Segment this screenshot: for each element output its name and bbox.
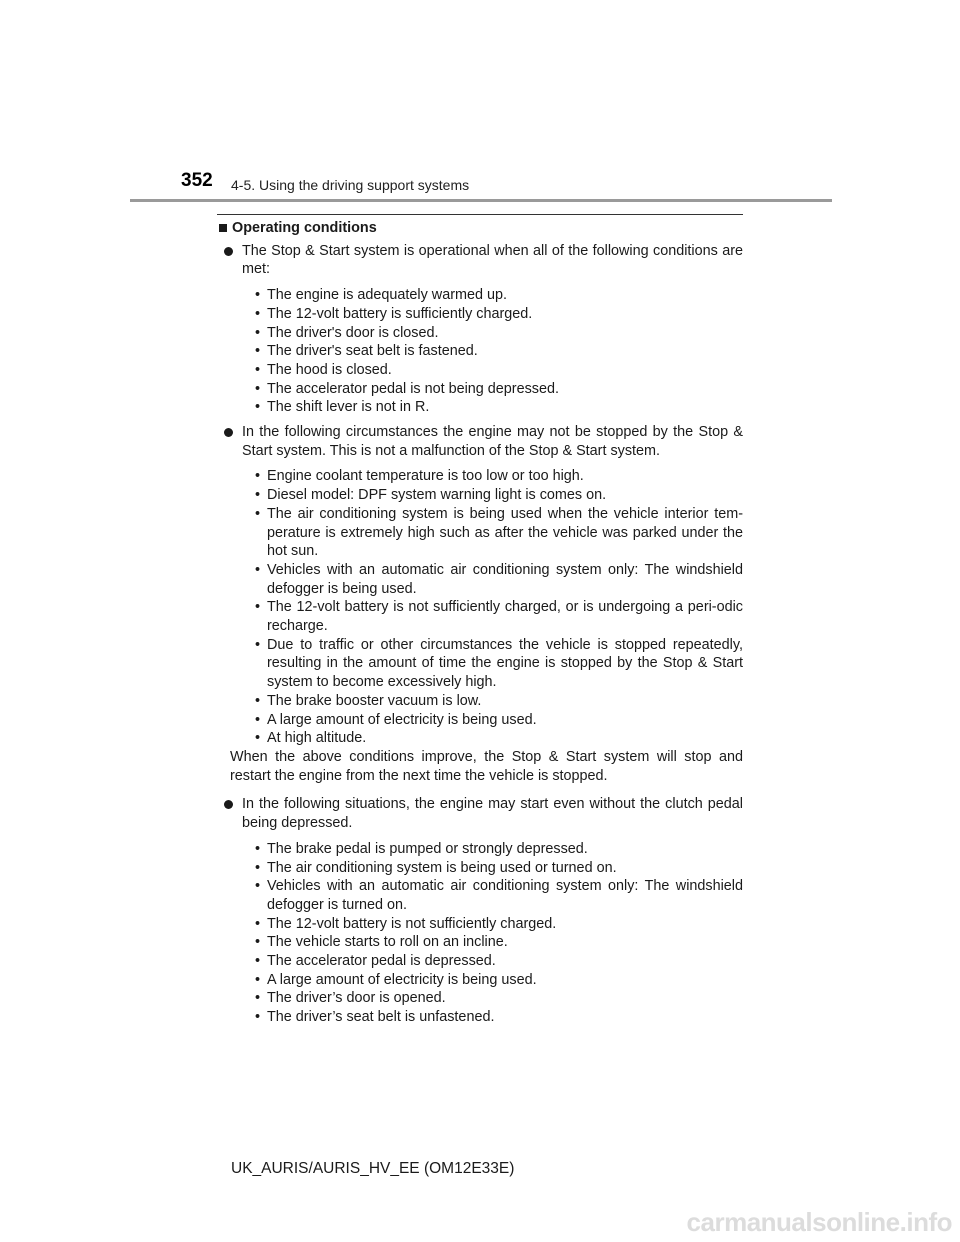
section-3-paragraph bbox=[218, 795, 743, 832]
section-title: 4-5. Using the driving support systems bbox=[231, 177, 470, 193]
list-item: • Vehicles with an automatic air conditioning system only: The windshield defogger is being used. bbox=[255, 561, 743, 597]
list-item: • Diesel model: DPF system warning light is comes on. bbox=[255, 487, 607, 504]
section-2-list bbox=[218, 467, 743, 748]
list-item: • The brake pedal is pumped or strongly depressed. bbox=[255, 840, 588, 857]
watermark: carmanualsonline.info bbox=[686, 1207, 952, 1237]
content-rule bbox=[217, 214, 743, 215]
heading-text: Operating conditions bbox=[232, 220, 377, 236]
section-1-text: The Stop & Start system is operational when all of the following conditions are met: bbox=[242, 242, 743, 278]
content-body bbox=[218, 218, 743, 1033]
list-item: • The driver’s door is opened. bbox=[255, 990, 446, 1007]
square-bullet-icon bbox=[219, 224, 227, 232]
section-2-paragraph bbox=[218, 423, 743, 460]
list-item: • The driver’s seat belt is unfastened. bbox=[255, 1009, 495, 1026]
operating-conditions-heading bbox=[218, 219, 743, 238]
section-2-note: When the above conditions improve, the Stop & Start system will stop and restart the engine from the next time the vehicle is stopped. bbox=[230, 748, 743, 784]
section-3-list bbox=[218, 840, 743, 1027]
list-item: • Engine coolant temperature is too low or too high. bbox=[255, 468, 584, 485]
list-item: • The shift lever is not in R. bbox=[255, 399, 430, 416]
list-item: • At high altitude. bbox=[255, 730, 367, 747]
section-2-text: In the following circumstances the engine may not be stopped by the Stop & Start system. This is not a malfunction of the Stop & Start system. bbox=[242, 424, 743, 459]
list-item: • The vehicle starts to roll on an incline. bbox=[255, 934, 508, 951]
list-item: • The air conditioning system is being used or turned on. bbox=[255, 859, 617, 876]
list-item: • The 12-volt battery is not sufficiently charged. bbox=[255, 915, 557, 932]
list-item: • Due to traffic or other circumstances the vehicle is stopped repeatedly, resulting in the amount of time the engine is stopped by the Stop & Start system to become excessively high. bbox=[255, 636, 743, 691]
round-bullet-icon bbox=[224, 800, 233, 809]
list-item: • The driver's door is closed. bbox=[255, 324, 439, 341]
list-item: • The air conditioning system is being used when the vehicle interior tem-perature is extremely high such as after the vehicle was parked under the hot sun. bbox=[255, 505, 743, 560]
list-item: • The hood is closed. bbox=[255, 361, 392, 378]
round-bullet-icon bbox=[224, 247, 233, 256]
list-item: • The accelerator pedal is depressed. bbox=[255, 953, 496, 970]
header-rule bbox=[130, 199, 832, 202]
list-item: • The 12-volt battery is sufficiently charged. bbox=[255, 305, 533, 322]
list-item: • A large amount of electricity is being used. bbox=[255, 711, 537, 728]
list-item: • The 12-volt battery is not sufficiently charged, or is undergoing a peri-odic recharge. bbox=[255, 599, 743, 635]
list-item: • The driver's seat belt is fastened. bbox=[255, 343, 478, 360]
section-3-text: In the following situations, the engine may start even without the clutch pedal being depressed. bbox=[242, 796, 743, 832]
round-bullet-icon bbox=[224, 428, 233, 437]
section-1-paragraph bbox=[218, 242, 743, 279]
page-number: 352 bbox=[181, 170, 213, 191]
list-item: • Vehicles with an automatic air conditioning system only: The windshield defogger is turned on. bbox=[255, 878, 743, 913]
list-item: • The engine is adequately warmed up. bbox=[255, 287, 507, 304]
list-item: • The accelerator pedal is not being depressed. bbox=[255, 380, 559, 397]
list-item: • The brake booster vacuum is low. bbox=[255, 692, 482, 709]
section-1-list bbox=[218, 286, 743, 417]
document-footer: UK_AURIS/AURIS_HV_EE (OM12E33E) bbox=[231, 1160, 515, 1177]
list-item: • A large amount of electricity is being used. bbox=[255, 971, 537, 988]
